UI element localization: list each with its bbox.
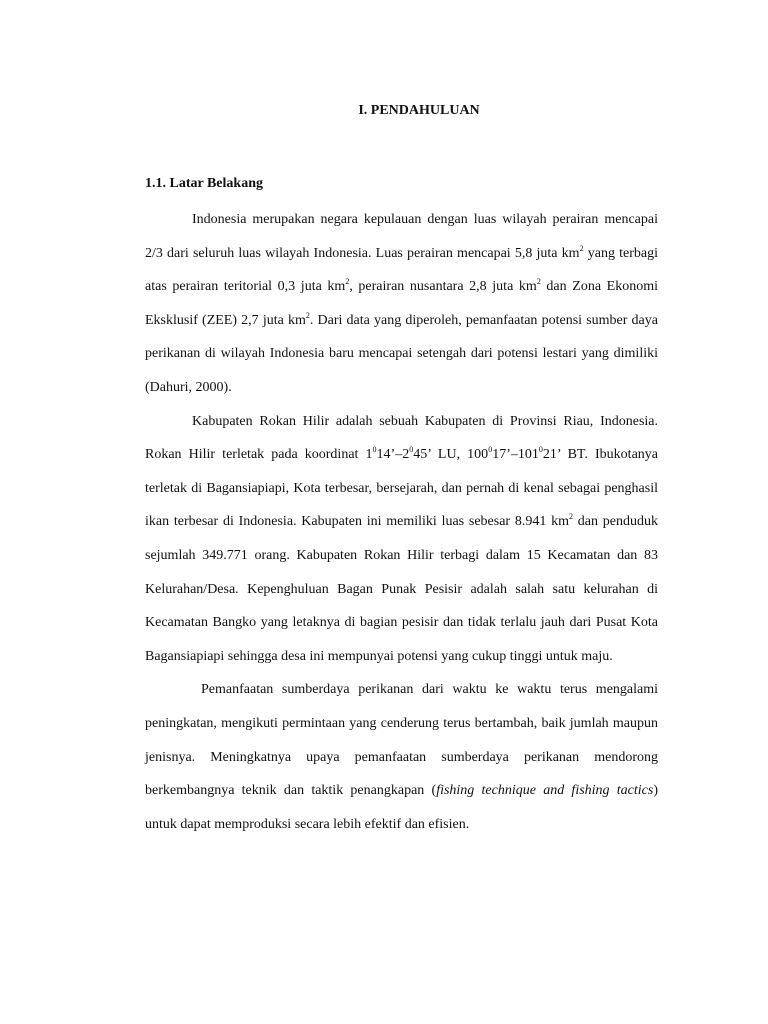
superscript: 2 bbox=[569, 512, 574, 522]
paragraph-3-text-a: Pemanfaatan sumberdaya perikanan dari waktu ke waktu terus mengalami peningkatan, mengikuti permintaan yang cenderung terus bertambah, baik jumlah maupun jenisnya. Meningkatnya upaya pemanfaatan sumberdaya perikanan mendorong berkembangnya teknik dan taktik penangkapan ( bbox=[145, 682, 658, 799]
paragraph-3 bbox=[145, 673, 658, 841]
superscript: 0 bbox=[488, 445, 493, 455]
paragraph-1-text-c: , perairan nusantara 2,8 juta km bbox=[349, 279, 537, 295]
superscript: 2 bbox=[305, 310, 310, 320]
paragraph-2-text-e: 21’ BT. Ibukotanya terletak di Bagansiapiapi, Kota terbesar, bersejarah, dan pernah di kenal sebagai penghasil ikan terbesar di Indonesia. Kabupaten ini memiliki luas sebesar 8.941 km bbox=[145, 447, 658, 530]
chapter-title: I. PENDAHULUAN bbox=[358, 103, 480, 118]
paragraph-2 bbox=[145, 405, 658, 674]
paragraph-2-text-c: 45’ LU, 100 bbox=[413, 447, 489, 463]
superscript: 0 bbox=[538, 445, 543, 455]
paragraph-1-text-d: dan Zona Ekonomi Eksklusif (ZEE) 2,7 juta km bbox=[145, 279, 658, 328]
paragraph-1-text-a: Indonesia merupakan negara kepulauan dengan luas wilayah perairan mencapai 2/3 dari seluruh luas wilayah Indonesia. Luas perairan mencapai 5,8 juta km bbox=[145, 212, 658, 261]
paragraph-2-text-f: dan penduduk sejumlah 349.771 orang. Kabupaten Rokan Hilir terbagi dalam 15 Kecamatan dan 83 Kelurahan/Desa. Kepenghuluan Bagan Punak Pesisir adalah salah satu kelurahan di Kecamatan Bangko yang letaknya di bagian pesisir dan tidak terlalu jauh dari Pusat Kota Bagansiapiapi sehingga desa ini mempunyai potensi yang cukup tinggi untuk maju. bbox=[145, 514, 658, 664]
paragraph-3-italic: fishing technique and fishing tactics bbox=[436, 783, 654, 799]
paragraph-2-text-a: Kabupaten Rokan Hilir adalah sebuah Kabupaten di Provinsi Riau, Indonesia. Rokan Hilir terletak pada koordinat 1 bbox=[145, 413, 658, 463]
superscript: 0 bbox=[372, 445, 377, 455]
superscript: 2 bbox=[536, 277, 541, 287]
paragraph-3-text-b: ) untuk dapat memproduksi secara lebih efektif dan efisien. bbox=[145, 783, 658, 832]
paragraph-2-text-b: 14’–2 bbox=[376, 447, 410, 463]
section-title: 1.1. Latar Belakang bbox=[145, 176, 263, 191]
paragraph-1-text-b: yang terbagi atas perairan teritorial 0,3 juta km bbox=[145, 245, 658, 295]
paragraph-1 bbox=[145, 203, 658, 405]
paragraph-2-text-d: 17’–101 bbox=[492, 447, 539, 463]
superscript: 0 bbox=[409, 445, 414, 455]
paragraph-1-text-e: . Dari data yang diperoleh, pemanfaatan potensi sumber daya perikanan di wilayah Indonesia baru mencapai setengah dari potensi lestari yang dimiliki (Dahuri, 2000). bbox=[145, 312, 658, 395]
superscript: 2 bbox=[345, 277, 350, 287]
superscript: 2 bbox=[579, 243, 584, 253]
